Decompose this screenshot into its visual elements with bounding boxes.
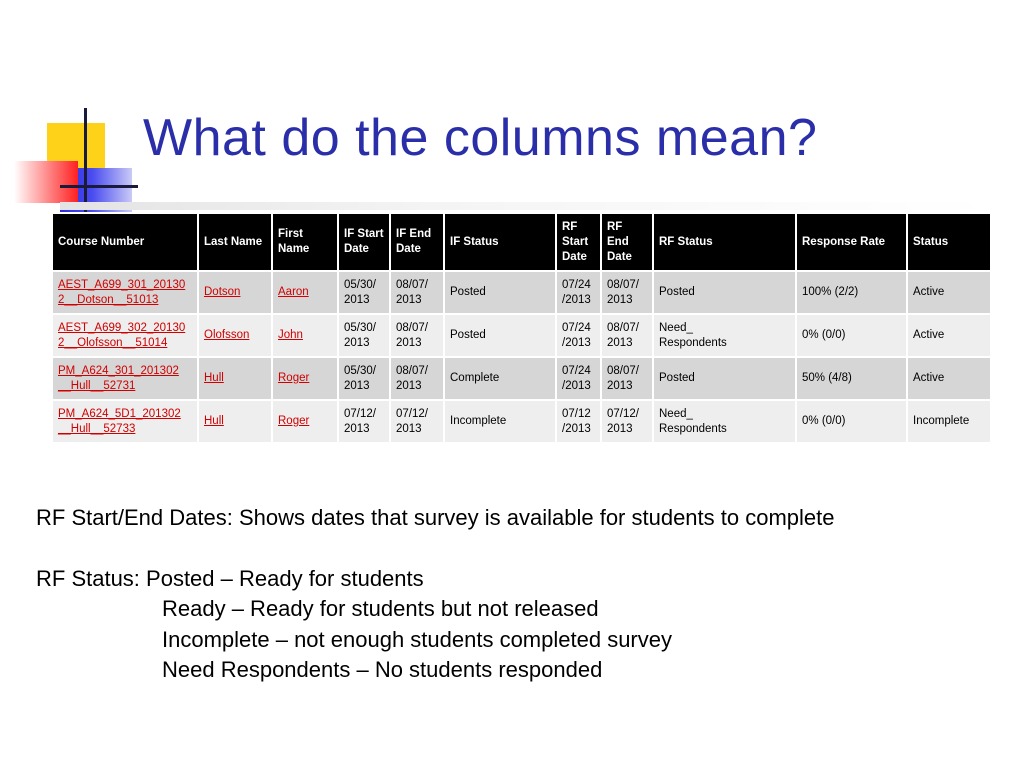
last-name-cell (199, 272, 271, 313)
last-name-cell (199, 358, 271, 399)
course-number-cell (53, 315, 197, 356)
rf-status-cell: Need_ Respondents (654, 315, 795, 356)
course-number-cell (53, 358, 197, 399)
course-number-cell (53, 272, 197, 313)
table-row (53, 315, 990, 356)
rf-dates-explanation: RF Start/End Dates: Shows dates that survey is available for students to complete (36, 505, 835, 530)
logo-horizontal-line (60, 185, 138, 188)
course-number-link[interactable]: PM_A624_301_201302 __Hull__52731 (58, 364, 179, 392)
if-start-date-cell: 05/30/ 2013 (339, 358, 389, 399)
column-header-status: Status (908, 214, 990, 270)
last-name-link[interactable]: Olofsson (204, 329, 250, 341)
first-name-cell (273, 272, 337, 313)
first-name-cell (273, 315, 337, 356)
response-rate-cell: 50% (4/8) (797, 358, 906, 399)
first-name-link[interactable]: John (278, 329, 303, 341)
rf-status-cell: Posted (654, 358, 795, 399)
column-header-if-end-date: IF End Date (391, 214, 443, 270)
if-start-date-cell: 07/12/ 2013 (339, 401, 389, 442)
column-header-last-name: Last Name (199, 214, 271, 270)
last-name-link[interactable]: Hull (204, 415, 224, 427)
status-cell: Incomplete (908, 401, 990, 442)
rf-status-cell: Need_ Respondents (654, 401, 795, 442)
last-name-cell (199, 315, 271, 356)
first-name-link[interactable]: Aaron (278, 286, 309, 298)
rf-end-date-cell: 08/07/ 2013 (602, 358, 652, 399)
column-explanations (36, 503, 835, 686)
table-row (53, 358, 990, 399)
slide-title: What do the columns mean? (143, 109, 818, 167)
rf-start-date-cell: 07/24 /2013 (557, 315, 600, 356)
course-number-link[interactable]: AEST_A699_302_20130 2__Olofsson__51014 (58, 321, 186, 349)
rf-end-date-cell: 08/07/ 2013 (602, 272, 652, 313)
course-number-link[interactable]: AEST_A699_301_20130 2__Dotson__51013 (58, 278, 186, 306)
response-rate-cell: 0% (0/0) (797, 401, 906, 442)
status-cell: Active (908, 358, 990, 399)
if-end-date-cell: 08/07/ 2013 (391, 272, 443, 313)
first-name-link[interactable]: Roger (278, 415, 310, 427)
table-row (53, 272, 990, 313)
if-status-cell: Posted (445, 315, 555, 356)
if-start-date-cell: 05/30/ 2013 (339, 272, 389, 313)
course-survey-table (51, 212, 992, 444)
if-status-cell: Incomplete (445, 401, 555, 442)
logo-vertical-line (84, 108, 87, 214)
if-end-date-cell: 08/07/ 2013 (391, 315, 443, 356)
first-name-cell (273, 358, 337, 399)
column-header-first-name: First Name (273, 214, 337, 270)
column-header-response-rate: Response Rate (797, 214, 906, 270)
first-name-link[interactable]: Roger (278, 372, 310, 384)
rf-start-date-cell: 07/12 /2013 (557, 401, 600, 442)
rf-status-cell: Posted (654, 272, 795, 313)
if-start-date-cell: 05/30/ 2013 (339, 315, 389, 356)
rf-status-ready: Ready – Ready for students but not released (162, 596, 599, 621)
rf-end-date-cell: 08/07/ 2013 (602, 315, 652, 356)
rf-start-date-cell: 07/24 /2013 (557, 358, 600, 399)
if-status-cell: Posted (445, 272, 555, 313)
table-header-row (53, 214, 990, 270)
column-header-rf-status: RF Status (654, 214, 795, 270)
logo-red-square (14, 161, 78, 203)
rf-status-incomplete: Incomplete – not enough students completed survey (162, 626, 672, 652)
course-number-cell (53, 401, 197, 442)
column-header-rf-end-date: RF End Date (602, 214, 652, 270)
response-rate-cell: 100% (2/2) (797, 272, 906, 313)
table-row (53, 401, 990, 442)
column-header-rf-start-date: RF Start Date (557, 214, 600, 270)
column-header-if-status: IF Status (445, 214, 555, 270)
course-number-link[interactable]: PM_A624_5D1_201302 __Hull__52733 (58, 407, 181, 435)
last-name-link[interactable]: Hull (204, 372, 224, 384)
last-name-cell (199, 401, 271, 442)
rf-start-date-cell: 07/24 /2013 (557, 272, 600, 313)
title-divider (60, 202, 990, 210)
column-header-course-number: Course Number (53, 214, 197, 270)
if-status-cell: Complete (445, 358, 555, 399)
if-end-date-cell: 08/07/ 2013 (391, 358, 443, 399)
rf-end-date-cell: 07/12/ 2013 (602, 401, 652, 442)
rf-status-explanation: RF Status: Posted – Ready for students (36, 565, 424, 591)
rf-status-need-respondents: Need Respondents – No students responded (162, 657, 603, 682)
if-end-date-cell: 07/12/ 2013 (391, 401, 443, 442)
response-rate-cell: 0% (0/0) (797, 315, 906, 356)
status-cell: Active (908, 272, 990, 313)
column-header-if-start-date: IF Start Date (339, 214, 389, 270)
first-name-cell (273, 401, 337, 442)
status-cell: Active (908, 315, 990, 356)
last-name-link[interactable]: Dotson (204, 286, 241, 298)
